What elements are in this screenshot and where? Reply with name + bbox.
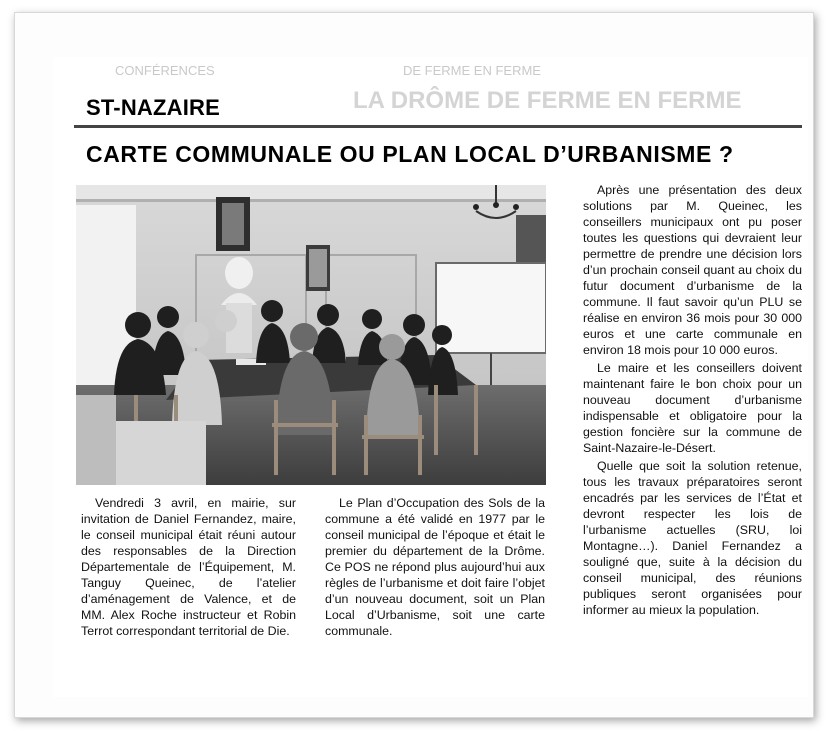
meeting-photo [76,185,546,485]
article-headline: CARTE COMMUNALE OU PLAN LOCAL D’URBANISME ? [86,141,734,167]
clipping-frame [14,12,814,718]
meeting-photo-illustration [76,185,546,485]
text-column-2 [325,495,545,639]
paragraph: Le Plan d’Occupation des Sols de la commune a été validé en 1977 par le conseil municipal de l’époque et était le premier du département de la Drôme. Ce POS ne répond plus aujourd’hui aux règles de l’urbanisme et doit faire l’objet d’un nouveau document, soit un Plan Local d’Urbanisme, soit une carte communale. [325,496,545,638]
paragraph: Après une présentation des deux solutions par M. Queinec, les conseillers municipaux ont pu poser toutes les questions qui devraient leur permettre de prendre une décision lors d’un prochain conseil quant au choix du futur document d’urbanisme de la commune. Il faut savoir qu’un PLU se réalise en environ 36 mois pour 30 000 euros et une carte communale en environ 18 mois pour 10 000 euros. [583,183,802,357]
paragraph: Le maire et les conseillers doivent maintenant faire le bon choix pour un nouveau document d’urbanisme indispensable et obligatoire pour la gestion foncière sur la commune de Saint-Nazaire-le-Désert. [583,361,802,455]
bleed-through-text: DE FERME EN FERME [403,63,541,78]
text-column-3 [583,182,802,618]
paragraph: Vendredi 3 avril, en mairie, sur invitation de Daniel Fernandez, maire, le conseil municipal était réuni autour des responsables de la Direction Départementale de l’Équipement, M. Tanguy Queinec, de l’atelier d’aménagement de Valence, et de MM. Alex Roche instructeur et Robin Terrot correspondant territorial de Die. [81,496,296,638]
text-column-1 [81,495,296,639]
newspaper-clipping [53,57,808,697]
section-kicker: ST-NAZAIRE [86,95,220,120]
bleed-through-text: LA DRÔME DE FERME EN FERME [353,87,742,114]
bleed-through-text: CONFÉRENCES [115,63,215,78]
paragraph: Quelle que soit la solution retenue, tous les travaux préparatoires seront encadrés par les services de l’État et devront respecter les lois de l’urbanisme actuelles (SRU, loi Montagne…). Daniel Fernandez a souligné que, suite à la décision du conseil municipal, des réunions publiques seront organisées pour informer au mieux la population. [583,459,802,617]
header-rule [74,125,802,128]
